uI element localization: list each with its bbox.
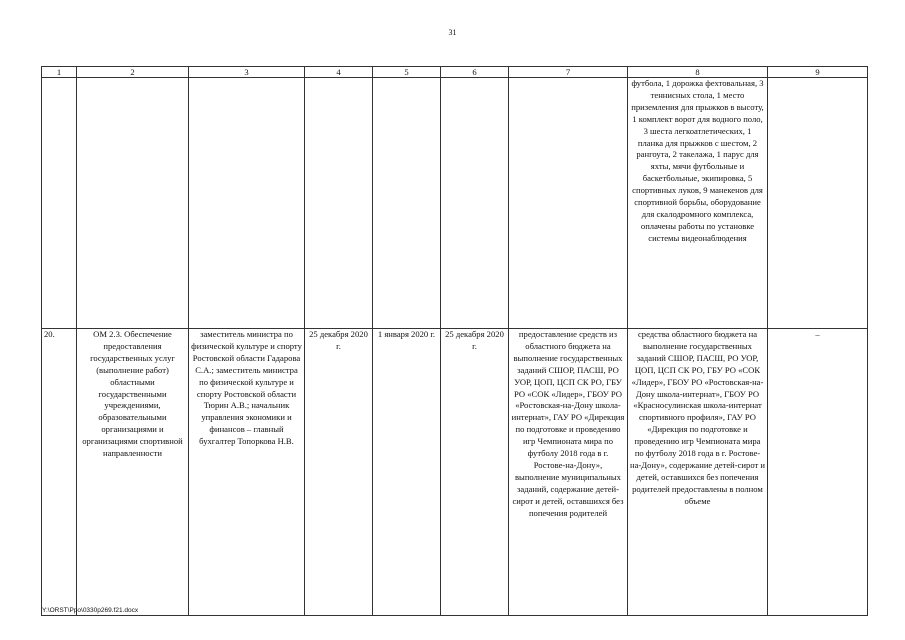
cell	[189, 78, 305, 329]
date-cell-6: 25 декабря 2020 г.	[441, 329, 509, 616]
cell	[305, 78, 373, 329]
cell	[373, 78, 441, 329]
cell	[441, 78, 509, 329]
deviation-cell: –	[768, 329, 868, 616]
col-num-3: 3	[189, 67, 305, 78]
col-num-1: 1	[42, 67, 77, 78]
col-num-7: 7	[509, 67, 628, 78]
page-number: 31	[448, 28, 457, 37]
cell	[42, 78, 77, 329]
table-row-continuation	[42, 78, 868, 329]
report-table	[41, 66, 868, 616]
date-cell-5: 1 января 2020 г.	[373, 329, 441, 616]
file-path-footer: Y:\ORST\Ppo\0330p269.f21.docx	[42, 607, 139, 614]
col-num-8: 8	[628, 67, 768, 78]
activity-name-cell: ОМ 2.3. Обеспечение предоставления государственных услуг (выполнение работ) областными государственными учреждениями, образовательными организациями и организациями спортивной направленности	[77, 329, 189, 616]
col-num-6: 6	[441, 67, 509, 78]
responsible-cell: заместитель министра по физической культуре и спорту Ростовской области Гадарова С.А.; заместитель министра по физической культуре и спорту Ростовской области Тюрин А.В.; начальник управления экономики и финансов – главный бухгалтер Топоркова Н.В.	[189, 329, 305, 616]
cell	[768, 78, 868, 329]
col-num-9: 9	[768, 67, 868, 78]
cell	[509, 78, 628, 329]
actual-result-cell: футбола, 1 дорожка фехтовальная, 3 теннисных стола, 1 место приземления для прыжков в высоту, 1 комплект ворот для водного поло, 3 шеста легкоатлетических, 1 планка для прыжков с шестом, 2 рангоута, 2 такелажа, 1 парус для яхты, мячи футбольные и баскетбольные, экипировка, 5 спортивных луков, 9 манекенов для спортивной борьбы, оборудование для скалодромного комплекса, оплачены работы по установке системы видеонаблюдения	[628, 78, 768, 329]
column-number-row	[42, 67, 868, 78]
planned-result-cell: предоставление средств из областного бюджета на выполнение государственных заданий СШОР, ПАСШ, РО УОР, ЦОП, ЦСП СК РО, ГБУ РО «СОК «Лидер», ГБОУ РО «Ростовская-на-Дону школа-интернат», ГАУ РО «Дирекция по подготовке и проведению игр Чемпионата мира по футболу 2018 года в г. Ростове-на-Дону», выполнение муниципальных заданий, содержание детей-сирот и детей, оставшихся без попечения родителей	[509, 329, 628, 616]
col-num-4: 4	[305, 67, 373, 78]
col-num-2: 2	[77, 67, 189, 78]
table-row-20	[42, 329, 868, 616]
actual-result-cell: средства областного бюджета на выполнение государственных заданий СШОР, ПАСШ, РО УОР, ЦОП, ЦСП СК РО, ГБУ РО «СОК «Лидер», ГБОУ РО «Ростовская-на-Дону школа-интернат», ГБОУ РО «Красносулинская школа-интернат спортивного профиля», ГАУ РО «Дирекция по подготовке и проведению игр Чемпионата мира по футболу 2018 года в г. Ростове-на-Дону», содержание детей-сирот и детей, оставшихся без попечения родителей предоставлены в полном объеме	[628, 329, 768, 616]
row-number: 20.	[42, 329, 77, 616]
col-num-5: 5	[373, 67, 441, 78]
date-cell-4: 25 декабря 2020 г.	[305, 329, 373, 616]
cell	[77, 78, 189, 329]
